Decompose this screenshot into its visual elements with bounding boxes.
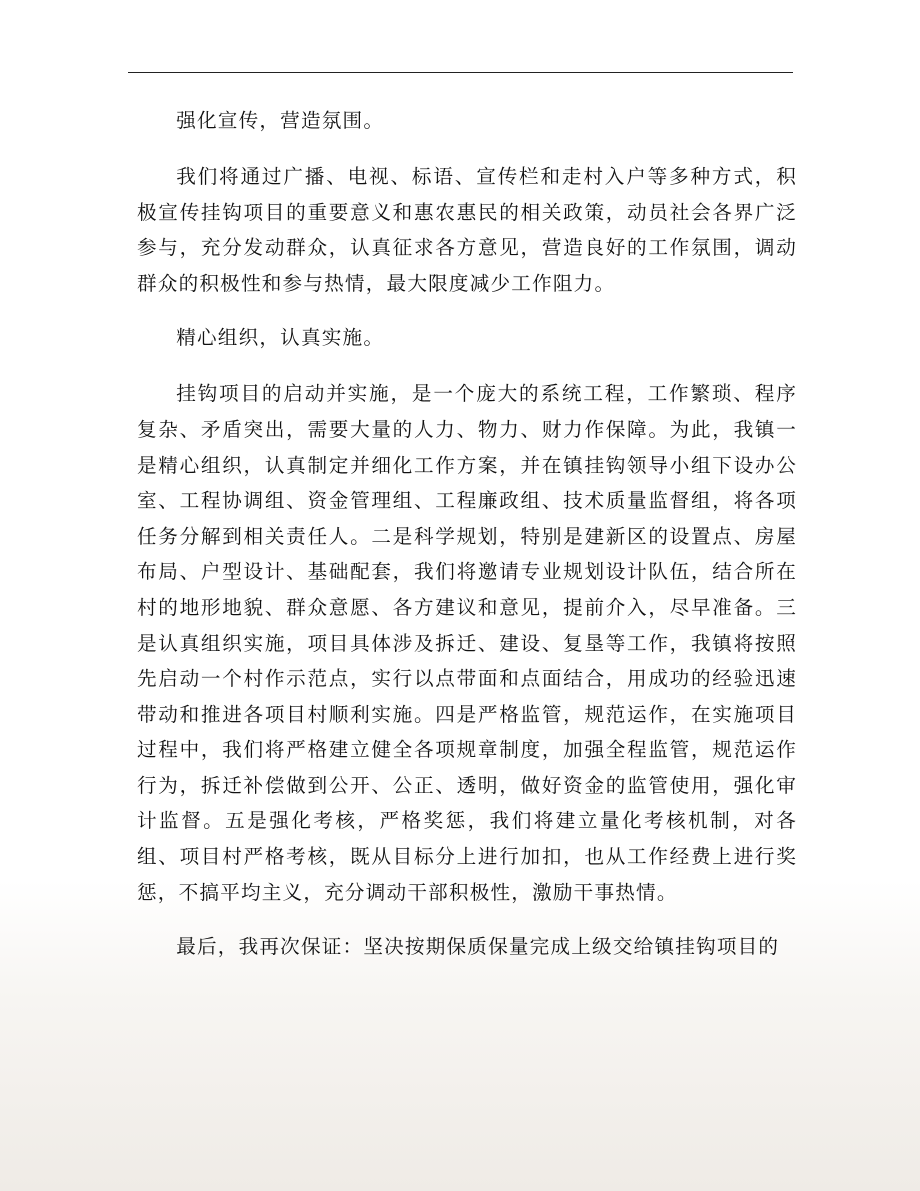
document-body [137,103,797,964]
paragraph-publicity: 我们将通过广播、电视、标语、宣传栏和走村入户等多种方式，积极宣传挂钩项目的重要意义和惠农惠民的相关政策，动员社会各界广泛参与，充分发动群众，认真征求各方意见，营造良好的工作氛围，调动群众的积极性和参与热情，最大限度减少工作阻力。 [137,165,797,295]
section-heading-organization: 精心组织，认真实施。 [176,326,385,350]
section-heading-publicity: 强化宣传，营造氛围。 [176,109,385,132]
paragraph-conclusion: 最后，我再次保证：坚决按期保质保量完成上级交给镇挂钩项目的 [176,934,780,958]
paragraph-organization: 挂钩项目的启动并实施，是一个庞大的系统工程，工作繁琐、程序复杂、矛盾突出，需要大量的人力、物力、财力作保障。为此，我镇一是精心组织，认真制定并细化工作方案，并在镇挂钩领导小组下设办公室、工程协调组、资金管理组、工程廉政组、技术质量监督组，将各项任务分解到相关责任人。二是科学规划，特别是建新区的设置点、房屋布局、户型设计、基础配套，我们将邀请专业规划设计队伍，结合所在村的地形地貌、群众意愿、各方建议和意见，提前介入，尽早准备。三是认真组织实施，项目具体涉及拆迁、建设、复垦等工作，我镇将按照先启动一个村作示范点，实行以点带面和点面结合，用成功的经验迅速带动和推进各项目村顺利实施。四是严格监管，规范运作，在实施项目过程中，我们将严格建立健全各项规章制度，加强全程监管，规范运作行为，拆迁补偿做到公开、公正、透明，做好资金的监管使用，强化审计监督。五是强化考核，严格奖惩，我们将建立量化考核机制，对各组、项目村严格考核，既从目标分上进行加扣，也从工作经费上进行奖惩，不搞平均主义，充分调动干部积极性，激励干事热情。 [137,382,797,904]
header-rule [128,72,793,73]
